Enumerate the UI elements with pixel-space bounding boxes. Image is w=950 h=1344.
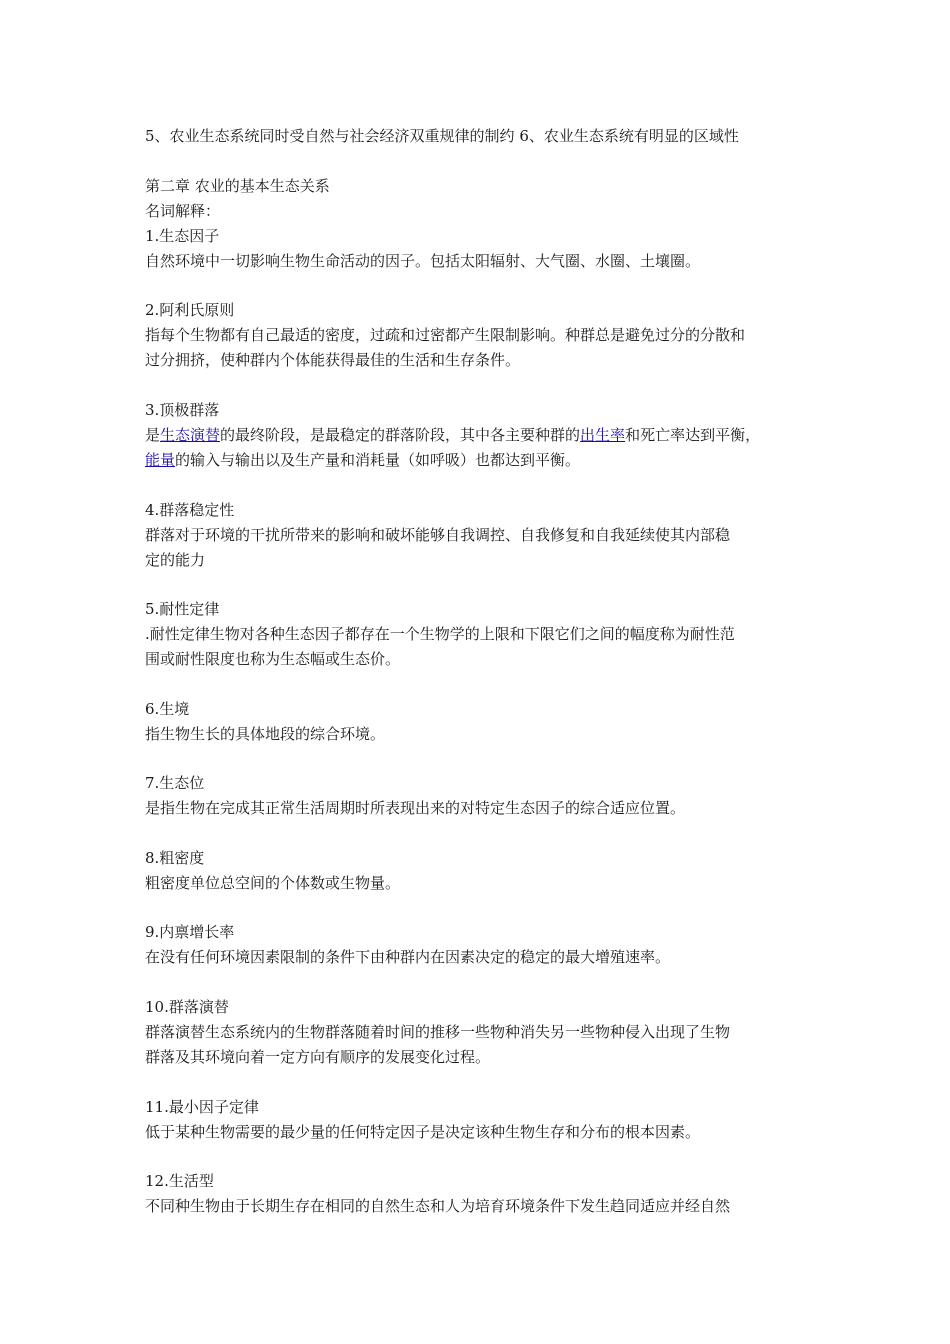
term-block: [145, 771, 685, 821]
term-heading: 3.顶极群落: [145, 401, 220, 419]
term-definition: 过分拥挤，使种群内个体能获得最佳的生活和生存条件。: [145, 351, 521, 369]
term-definition: 在没有任何环境因素限制的条件下由种群内在因素决定的稳定的最大增殖速率。: [145, 948, 671, 966]
term-definition: 定的能力: [145, 551, 206, 569]
term-definition: 是指生物在完成其正常生活周期时所表现出来的对特定生态因子的综合适应位置。: [145, 799, 686, 817]
term-definition: 自然环境中一切影响生物生命活动的因子。包括太阳辐射、大气圈、水圈、土壤圈。: [145, 252, 701, 270]
definition-text: 和死亡率达到平衡，: [625, 426, 761, 444]
term-definition: 低于某种生物需要的最少量的任何特定因子是决定该种生物生存和分布的根本因素。: [145, 1123, 701, 1141]
intro-line: 5、农业生态系统同时受自然与社会经济双重规律的制约 6、农业生态系统有明显的区域性: [145, 127, 739, 145]
term-heading: 1.生态因子: [145, 227, 220, 245]
term-definition: 不同种生物由于长期生存在相同的自然生态和人为培育环境条件下发生趋同适应并经自然: [145, 1197, 731, 1215]
definition-text: 的最终阶段，是最稳定的群落阶段，其中各主要种群的: [220, 426, 581, 444]
term-definition: [145, 448, 760, 473]
term-heading: 5.耐性定律: [145, 600, 220, 618]
term-definition: [145, 423, 760, 448]
link-energy[interactable]: 能量: [145, 451, 176, 469]
term-heading: 9.内禀增长率: [145, 923, 235, 941]
term-definition: 指生物生长的具体地段的综合环境。: [145, 725, 386, 743]
term-definition: 群落及其环境向着一定方向有顺序的发展变化过程。: [145, 1048, 491, 1066]
definition-text: 的输入与输出以及生产量和消耗量（如呼吸）也都达到平衡。: [175, 451, 581, 469]
term-heading: 7.生态位: [145, 774, 205, 792]
term-block: [145, 697, 385, 747]
term-definition: 指每个生物都有自己最适的密度，过疏和过密都产生限制影响。种群总是避免过分的分散和: [145, 326, 746, 344]
term-definition: .耐性定律生物对各种生态因子都存在一个生物学的上限和下限它们之间的幅度称为耐性范: [145, 625, 735, 643]
term-heading: 10.群落演替: [145, 998, 229, 1016]
term-definition: 群落演替生态系统内的生物群落随着时间的推移一些物种消失另一些物种侵入出现了生物: [145, 1023, 731, 1041]
term-block: [145, 498, 730, 573]
term-heading: 2.阿利氏原则: [145, 301, 235, 319]
term-heading: 11.最小因子定律: [145, 1098, 259, 1116]
definition-text: 是: [145, 426, 161, 444]
term-block: [145, 398, 760, 473]
term-block: [145, 920, 670, 970]
term-block: [145, 846, 400, 896]
section-label: 名词解释：: [145, 202, 221, 220]
term-definition: 围或耐性限度也称为生态幅或生态价。: [145, 650, 401, 668]
term-heading: 8.粗密度: [145, 849, 205, 867]
term-block: [145, 1169, 730, 1219]
term-block: [145, 298, 745, 373]
term-block: [145, 597, 735, 672]
term-definition: 粗密度单位总空间的个体数或生物量。: [145, 874, 401, 892]
link-birth-rate[interactable]: 出生率: [580, 426, 626, 444]
term-heading: 4.群落稳定性: [145, 501, 235, 519]
link-ecological-succession[interactable]: 生态演替: [160, 426, 221, 444]
term-block: [145, 995, 730, 1070]
term-heading: 6.生境: [145, 700, 190, 718]
term-definition: 群落对于环境的干扰所带来的影响和破坏能够自我调控、自我修复和自我延续使其内部稳: [145, 526, 731, 544]
term-heading: 12.生活型: [145, 1172, 214, 1190]
chapter-title: 第二章 农业的基本生态关系: [145, 177, 330, 195]
term-block: [145, 1095, 700, 1145]
chapter-block: [145, 174, 700, 274]
